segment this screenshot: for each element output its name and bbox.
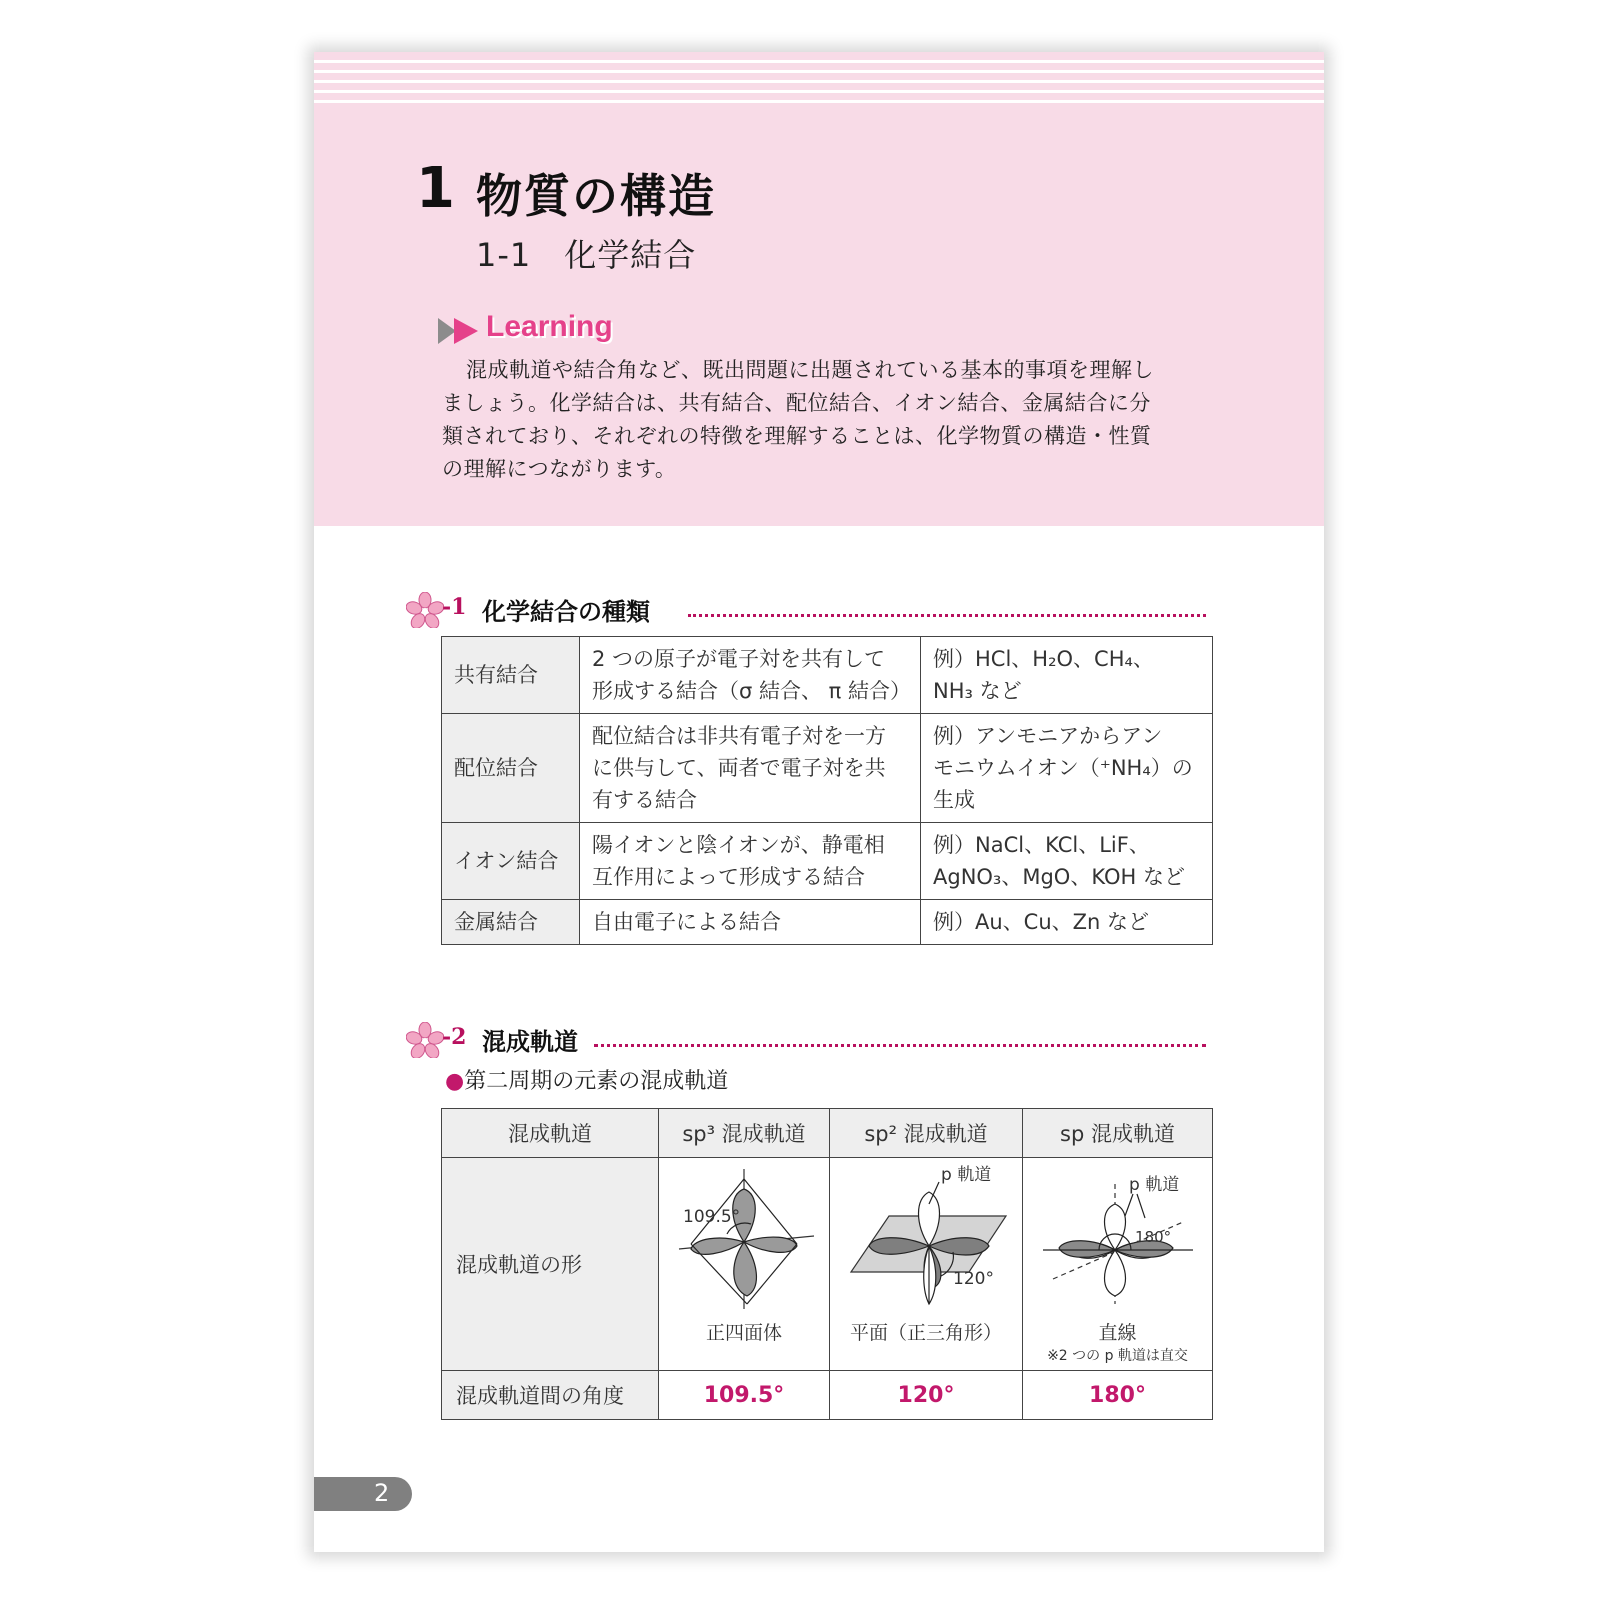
row-header: 混成軌道間の角度 [442,1371,659,1420]
subsection-bullet [445,1064,728,1095]
linear-orbital-diagram [1033,1164,1203,1314]
shape-label: 正四面体 [705,1322,782,1344]
sp-shape-cell [1023,1158,1213,1371]
double-arrow-icon [438,316,482,346]
chapter-title: 物質の構造 [476,169,716,223]
angle-mark: 120° [953,1269,994,1289]
bond-example: 例）アンモニアからアン モニウムイオン（⁺NH₄）の 生成 [921,714,1213,823]
book-page [314,52,1324,1552]
table-row [442,823,1213,900]
header-stripes [314,52,1324,108]
intro-line: 類されており、それぞれの特徴を理解することは、化学物質の構造・性質 [442,424,1152,448]
column-header: sp³ 混成軌道 [659,1109,830,1158]
sakura-icon [406,592,444,628]
sp2-shape-cell [830,1158,1023,1371]
bond-name: 共有結合 [442,637,580,714]
bond-types-table [441,636,1213,945]
bond-description: 陽イオンと陰イオンが、静電相 互作用によって形成する結合 [580,823,921,900]
subsection-title: 1-1 化学結合 [476,236,697,274]
section-title: 化学結合の種類 [482,598,650,626]
bond-description: 2 つの原子が電子対を共有して 形成する結合（σ 結合、 π 結合） [580,637,921,714]
section-number: -2 [442,1024,467,1050]
bond-name: 配位結合 [442,714,580,823]
bond-angle-value: 120° [830,1371,1023,1420]
sakura-icon [406,1022,444,1058]
column-header: 混成軌道 [442,1109,659,1158]
column-header: sp² 混成軌道 [830,1109,1023,1158]
tetrahedral-orbital-diagram [669,1164,819,1314]
page-number: 2 [374,1479,390,1507]
dotted-rule [594,1044,1206,1047]
shape-label: 平面（正三角形） [849,1322,1002,1344]
shape-note: ※2 つの p 軌道は直交 [1047,1348,1188,1364]
table-row [442,1158,1213,1371]
p-orbital-label: p 軌道 [941,1165,992,1185]
page-number-tab [314,1477,412,1511]
section-heading-1 [406,590,1206,630]
bond-name: イオン結合 [442,823,580,900]
intro-paragraph [442,354,1202,486]
bullet-text: 第二周期の元素の混成軌道 [464,1069,729,1094]
bond-description: 配位結合は非共有電子対を一方 に供与して、両者で電子対を共 有する結合 [580,714,921,823]
bullet-dot-icon: ● [445,1069,465,1094]
table-header-row [442,1109,1213,1158]
trigonal-planar-orbital-diagram [841,1164,1011,1314]
chapter-header [314,52,1324,526]
sp3-shape-cell [659,1158,830,1371]
learning-label: Learning [486,310,613,343]
table-row [442,714,1213,823]
table-row [442,900,1213,945]
hybrid-orbital-table [441,1108,1213,1420]
intro-line: ましょう。化学結合は、共有結合、配位結合、イオン結合、金属結合に分 [442,391,1151,415]
bond-example: 例）NaCl、KCl、LiF、 AgNO₃、MgO、KOH など [921,823,1213,900]
bond-example: 例）HCl、H₂O、CH₄、 NH₃ など [921,637,1213,714]
bond-example: 例）Au、Cu、Zn など [921,900,1213,945]
bond-angle-value: 109.5° [659,1371,830,1420]
bond-name: 金属結合 [442,900,580,945]
row-header: 混成軌道の形 [442,1158,659,1371]
intro-line: 混成軌道や結合角など、既出問題に出題されている基本的事項を理解し [466,358,1154,382]
bond-angle-value: 180° [1023,1371,1213,1420]
shape-label: 直線 [1098,1322,1137,1344]
angle-mark: 180° [1134,1228,1171,1246]
column-header: sp 混成軌道 [1023,1109,1213,1158]
dotted-rule [688,614,1206,617]
p-orbital-label: p 軌道 [1128,1175,1179,1195]
table-row [442,1371,1213,1420]
angle-mark: 109.5° [683,1207,741,1227]
section-heading-2 [406,1020,1206,1060]
table-row [442,637,1213,714]
chapter-number: 1 [416,156,455,221]
section-title: 混成軌道 [482,1028,578,1056]
intro-line: の理解につながります。 [442,457,677,481]
section-number: -1 [442,594,467,620]
bond-description: 自由電子による結合 [580,900,921,945]
